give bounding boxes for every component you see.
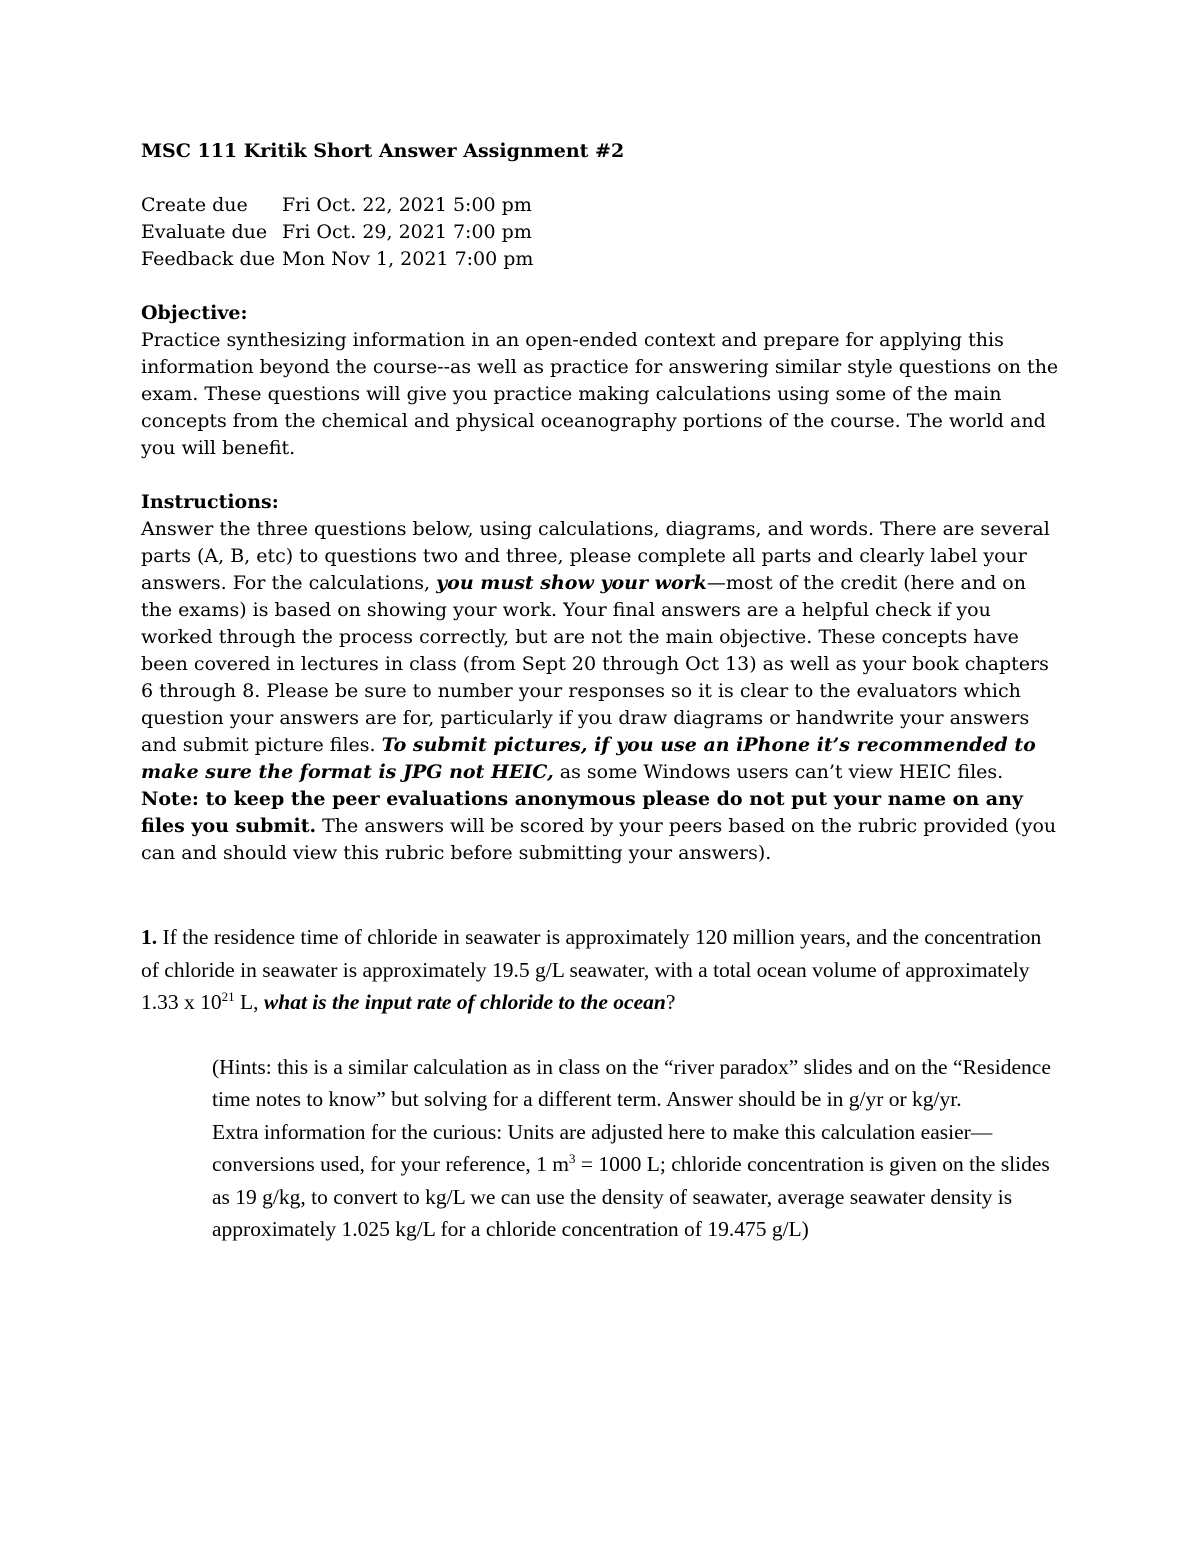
instructions-text-1: Answer the three questions below, using calculations, diagrams, and words. There are several parts (A, B, etc) to questions two and three, please complete all parts and clearly label your answers. For the calculations, [141, 518, 1050, 594]
question-mark: ? [665, 990, 676, 1014]
exponent: 21 [221, 989, 235, 1004]
instructions-emphasis-show-work: you must show your work [436, 572, 707, 594]
due-date-value: Fri Oct. 29, 2021 7:00 pm [282, 221, 532, 243]
due-date-value: Mon Nov 1, 2021 7:00 pm [282, 248, 534, 270]
instructions-heading: Instructions: [141, 491, 279, 513]
due-date-evaluate [141, 219, 1061, 246]
extra-info-text-continued: = 1000 L; chloride concentration is given on the slides as 19 g/kg, to convert to kg/L we can use the density of seawater, average seawater density is approximately 1.025 kg/L for a chloride concentration of 19.475 g/L) [212, 1152, 1050, 1241]
objective-heading: Objective: [141, 302, 248, 324]
due-date-label: Feedback due [141, 248, 276, 270]
instructions-text-4: The answers will be scored by your peers based on the rubric provided (you can and should view this rubric before submitting your answers). [141, 815, 1057, 864]
question-prompt: what is the input rate of chloride to the ocean [263, 990, 666, 1014]
instructions-note-anonymous: Note: to keep the peer evaluations anonymous please do not put your name on any files you submit. [141, 788, 1023, 837]
document-title: MSC 111 Kritik Short Answer Assignment #2 [141, 140, 625, 162]
instructions-text-2: —most of the credit (here and on the exams) is based on showing your work. Your final answers are a helpful check if you worked through the process correctly, but are not the main objective. These concepts have been covered in lectures in class (from Sept 20 through Oct 13) as well as your book chapters 6 through 8. Please be sure to number your responses so it is clear to the evaluators which question your answers are for, particularly if you draw diagrams or handwrite your answers and submit picture files. [141, 572, 1049, 756]
due-date-label: Create due [141, 194, 248, 216]
due-date-label: Evaluate due [141, 221, 268, 243]
due-date-value: Fri Oct. 22, 2021 5:00 pm [282, 194, 532, 216]
document-page [141, 138, 1061, 1246]
instructions-body [141, 516, 1061, 867]
exponent: 3 [569, 1151, 576, 1166]
instructions-text-3: as some Windows users can’t view HEIC files. [553, 761, 1004, 783]
question-text-units: L, [234, 990, 264, 1014]
extra-info-text: Extra information for the curious: Units are adjusted here to make this calculation easier—conversions used, for your reference, 1 m [212, 1119, 993, 1176]
question-number: 1. [141, 925, 158, 949]
due-date-create [141, 192, 1061, 219]
objective-body: Practice synthesizing information in an open-ended context and prepare for applying this information beyond the course--as well as practice for answering similar style questions on the exam. These questions will give you practice making calculations using some of the main concepts from the chemical and physical oceanography portions of the course. The world and you will benefit. [141, 329, 1059, 459]
due-date-feedback [141, 246, 1061, 273]
hints-block [212, 1051, 1061, 1246]
extra-info-paragraph [212, 1116, 1061, 1246]
question-text: If the residence time of chloride in seawater is approximately 120 million years, and the concentration of chloride in seawater is approximately 19.5 g/L seawater, with a total ocean volume of approximately 1.33 x 10 [141, 925, 1042, 1014]
instructions-emphasis-iphone: To submit pictures, if you use an iPhone it’s recommended to make sure the format is JPG not HEIC, [141, 734, 1036, 783]
question-1 [141, 921, 1061, 1019]
due-dates [141, 192, 1061, 273]
hints-paragraph: (Hints: this is a similar calculation as in class on the “river paradox” slides and on the “Residence time notes to know” but solving for a different term. Answer should be in g/yr or kg/yr. [212, 1054, 1051, 1111]
